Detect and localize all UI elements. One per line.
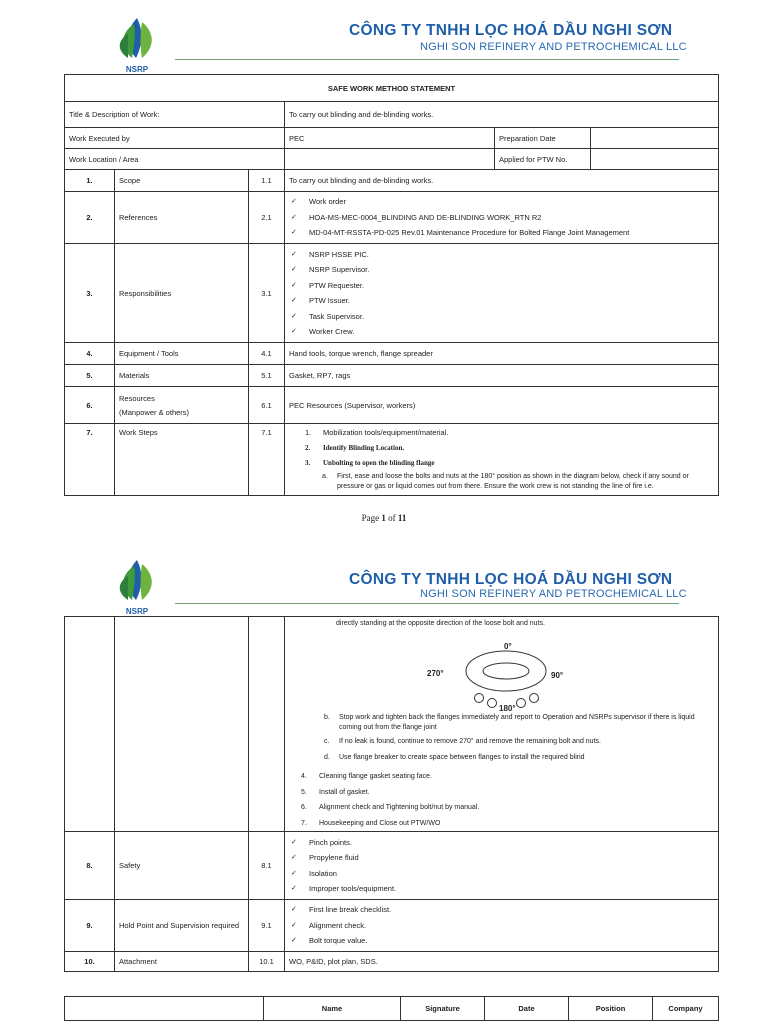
list-item: b. Stop work and tighten back the flanges immediately and report to Operation and NSRPs supervisor if there is liquid coming out from the flange joint	[324, 714, 695, 731]
row-sub: 6.1	[249, 387, 285, 424]
row-sub: 9.1	[249, 900, 285, 952]
list-item: 1. Mobilization tools/equipment/material.	[305, 428, 449, 437]
row-number: 6.	[65, 387, 115, 424]
list-item: d. Use flange breaker to create space between flanges to install the required blind	[324, 754, 585, 761]
bolt-icon	[475, 694, 484, 703]
continuation-text: directly standing at the opposite direction of the loose bolt and nuts.	[336, 620, 545, 627]
bolt-icon	[488, 699, 497, 708]
prep-date-value	[591, 128, 719, 149]
row-label	[115, 387, 249, 424]
row-sub: 7.1	[249, 424, 285, 496]
list-item: c. If no leak is found, continue to remove 270° and remove the remaining bolt and nuts.	[324, 738, 601, 745]
row-sub: 3.1	[249, 244, 285, 343]
page2-header	[0, 556, 768, 616]
location-value	[285, 149, 495, 170]
list-item: ✓ HOA-MS-MEC-0004_BLINDING AND DE-BLINDING WORK_RTN R2	[289, 210, 714, 226]
row-sub: 4.1	[249, 343, 285, 365]
list-item: 5. Install of gasket.	[301, 788, 370, 796]
table-row	[65, 387, 719, 424]
list-item: 3. Unbolting to open the blinding flange	[305, 459, 435, 467]
ptw-value	[591, 149, 719, 170]
location-label: Work Location / Area	[65, 149, 285, 170]
row-sub: 5.1	[249, 365, 285, 387]
list-item: ✓ Propylene fluid	[289, 850, 714, 866]
table-row	[65, 244, 719, 343]
sub-steps	[285, 713, 715, 831]
svg-text:NSRP: NSRP	[125, 65, 149, 74]
swms-table-page2	[64, 616, 719, 972]
list-item: ✓ Isolation	[289, 866, 714, 882]
row-number: 7.	[65, 424, 115, 496]
row-value: Hand tools, torque wrench, flange spreader	[285, 343, 719, 365]
nsrp-logo-icon	[112, 14, 162, 76]
list-item: a. First, ease and loose the bolts and nuts at the 180° position as shown in the diagram below, check if any sound or pressure or gas or liquid comes out from there. Ensure the work crew is not standing the line of fire i.e.	[322, 472, 689, 490]
work-steps-continued	[285, 617, 719, 832]
table-row	[65, 952, 719, 972]
row-value	[285, 424, 719, 496]
flange-outer	[466, 651, 546, 691]
header-divider	[175, 59, 679, 60]
row-value: WO, P&ID, plot plan, SDS.	[285, 952, 719, 972]
row-value: To carry out blinding and de-blinding works.	[285, 170, 719, 192]
list-item: ✓ MD-04-MT-RSSTA-PD-025 Rev.01 Maintenance Procedure for Bolted Flange Joint Management	[289, 225, 714, 241]
row-label: Attachment	[115, 952, 249, 972]
table-row	[65, 424, 719, 496]
company-name-en: NGHI SON REFINERY AND PETROCHEMICAL LLC	[420, 41, 687, 53]
resources-sublabel: (Manpower & others)	[119, 407, 190, 417]
company-name-vn: CÔNG TY TNHH LỌC HOÁ DẦU NGHI SƠN	[349, 22, 673, 39]
header-name: Name	[264, 997, 401, 1021]
row-number: 3.	[65, 244, 115, 343]
row-label: Materials	[115, 365, 249, 387]
svg-text:NSRP: NSRP	[125, 607, 149, 616]
resources-label: Resources	[119, 393, 155, 403]
label-0-deg: 0°	[504, 642, 512, 651]
row-value	[285, 832, 719, 900]
company-name-vn: CÔNG TY TNHH LỌC HOÁ DẦU NGHI SƠN	[349, 571, 673, 588]
header-position: Position	[569, 997, 653, 1021]
row-value	[285, 900, 719, 952]
row-number: 9.	[65, 900, 115, 952]
label-90-deg: 90°	[551, 671, 564, 680]
executed-by-label: Work Executed by	[65, 128, 285, 149]
table-row	[65, 900, 719, 952]
row-label: Work Steps	[115, 424, 249, 496]
row-sub: 8.1	[249, 832, 285, 900]
table-row	[65, 343, 719, 365]
row-label: References	[115, 192, 249, 244]
row-sub: 10.1	[249, 952, 285, 972]
list-item: 2. Identify Blinding Location.	[305, 443, 405, 452]
row-value: Gasket, RP7, rags	[285, 365, 719, 387]
bolt-icon	[530, 694, 539, 703]
row-number: 4.	[65, 343, 115, 365]
list-item: ✓ PTW Issuer.	[289, 293, 714, 309]
row-value: PEC Resources (Supervisor, workers)	[285, 387, 719, 424]
list-item: 4. Cleaning flange gasket seating face.	[301, 773, 432, 780]
list-item: ✓ First line break checklist.	[289, 902, 714, 918]
row-sub: 2.1	[249, 192, 285, 244]
list-item: ✓ NSRP Supervisor.	[289, 262, 714, 278]
bolt-icon	[517, 699, 526, 708]
row-label: Scope	[115, 170, 249, 192]
swms-table-page1	[64, 74, 719, 496]
ptw-label: Applied for PTW No.	[495, 149, 591, 170]
flange-bolt-diagram	[285, 633, 719, 713]
row-label: Equipment / Tools	[115, 343, 249, 365]
list-item: ✓ Task Supervisor.	[289, 309, 714, 325]
list-item: 6. Alignment check and Tightening bolt/nut by manual.	[301, 804, 480, 811]
list-item: ✓ PTW Requester.	[289, 278, 714, 294]
signature-table	[64, 996, 719, 1021]
document-title: SAFE WORK METHOD STATEMENT	[65, 75, 719, 102]
table-row	[65, 365, 719, 387]
table-row	[65, 617, 719, 832]
row-number: 10.	[65, 952, 115, 972]
row-number: 2.	[65, 192, 115, 244]
title-label: Title & Description of Work:	[65, 102, 285, 128]
company-name-en: NGHI SON REFINERY AND PETROCHEMICAL LLC	[420, 588, 687, 600]
list-item: ✓ Improper tools/equipment.	[289, 881, 714, 897]
header-date: Date	[485, 997, 569, 1021]
nsrp-logo-icon	[112, 556, 162, 618]
list-item: ✓ Alignment check.	[289, 918, 714, 934]
table-row	[65, 192, 719, 244]
row-label: Hold Point and Supervision required	[115, 900, 249, 952]
title-value: To carry out blinding and de-blinding works.	[285, 102, 719, 128]
row-label: Safety	[115, 832, 249, 900]
row-sub: 1.1	[249, 170, 285, 192]
row-number: 8.	[65, 832, 115, 900]
list-item: ✓ Pinch points.	[289, 835, 714, 851]
row-number: 1.	[65, 170, 115, 192]
row-value	[285, 192, 719, 244]
flange-inner	[483, 663, 529, 679]
row-number: 5.	[65, 365, 115, 387]
header-company: Company	[653, 997, 719, 1021]
page-number: Page 1 of 11	[361, 513, 407, 523]
list-item: 7. Housekeeping and Close out PTW/WO	[301, 819, 441, 827]
list-item: ✓ Bolt torque value.	[289, 933, 714, 949]
list-item: ✓ Work order	[289, 194, 714, 210]
executed-by-value: PEC	[285, 128, 495, 149]
list-item: ✓ NSRP HSSE PIC.	[289, 247, 714, 263]
list-item: ✓ Worker Crew.	[289, 324, 714, 340]
label-180-deg: 180°	[499, 704, 516, 713]
header-divider	[175, 603, 679, 604]
page1-header	[0, 14, 768, 74]
prep-date-label: Preparation Date	[495, 128, 591, 149]
table-row	[65, 170, 719, 192]
row-label: Responsibilities	[115, 244, 249, 343]
table-row	[65, 832, 719, 900]
header-signature: Signature	[401, 997, 485, 1021]
row-value	[285, 244, 719, 343]
label-270-deg: 270°	[427, 669, 444, 678]
